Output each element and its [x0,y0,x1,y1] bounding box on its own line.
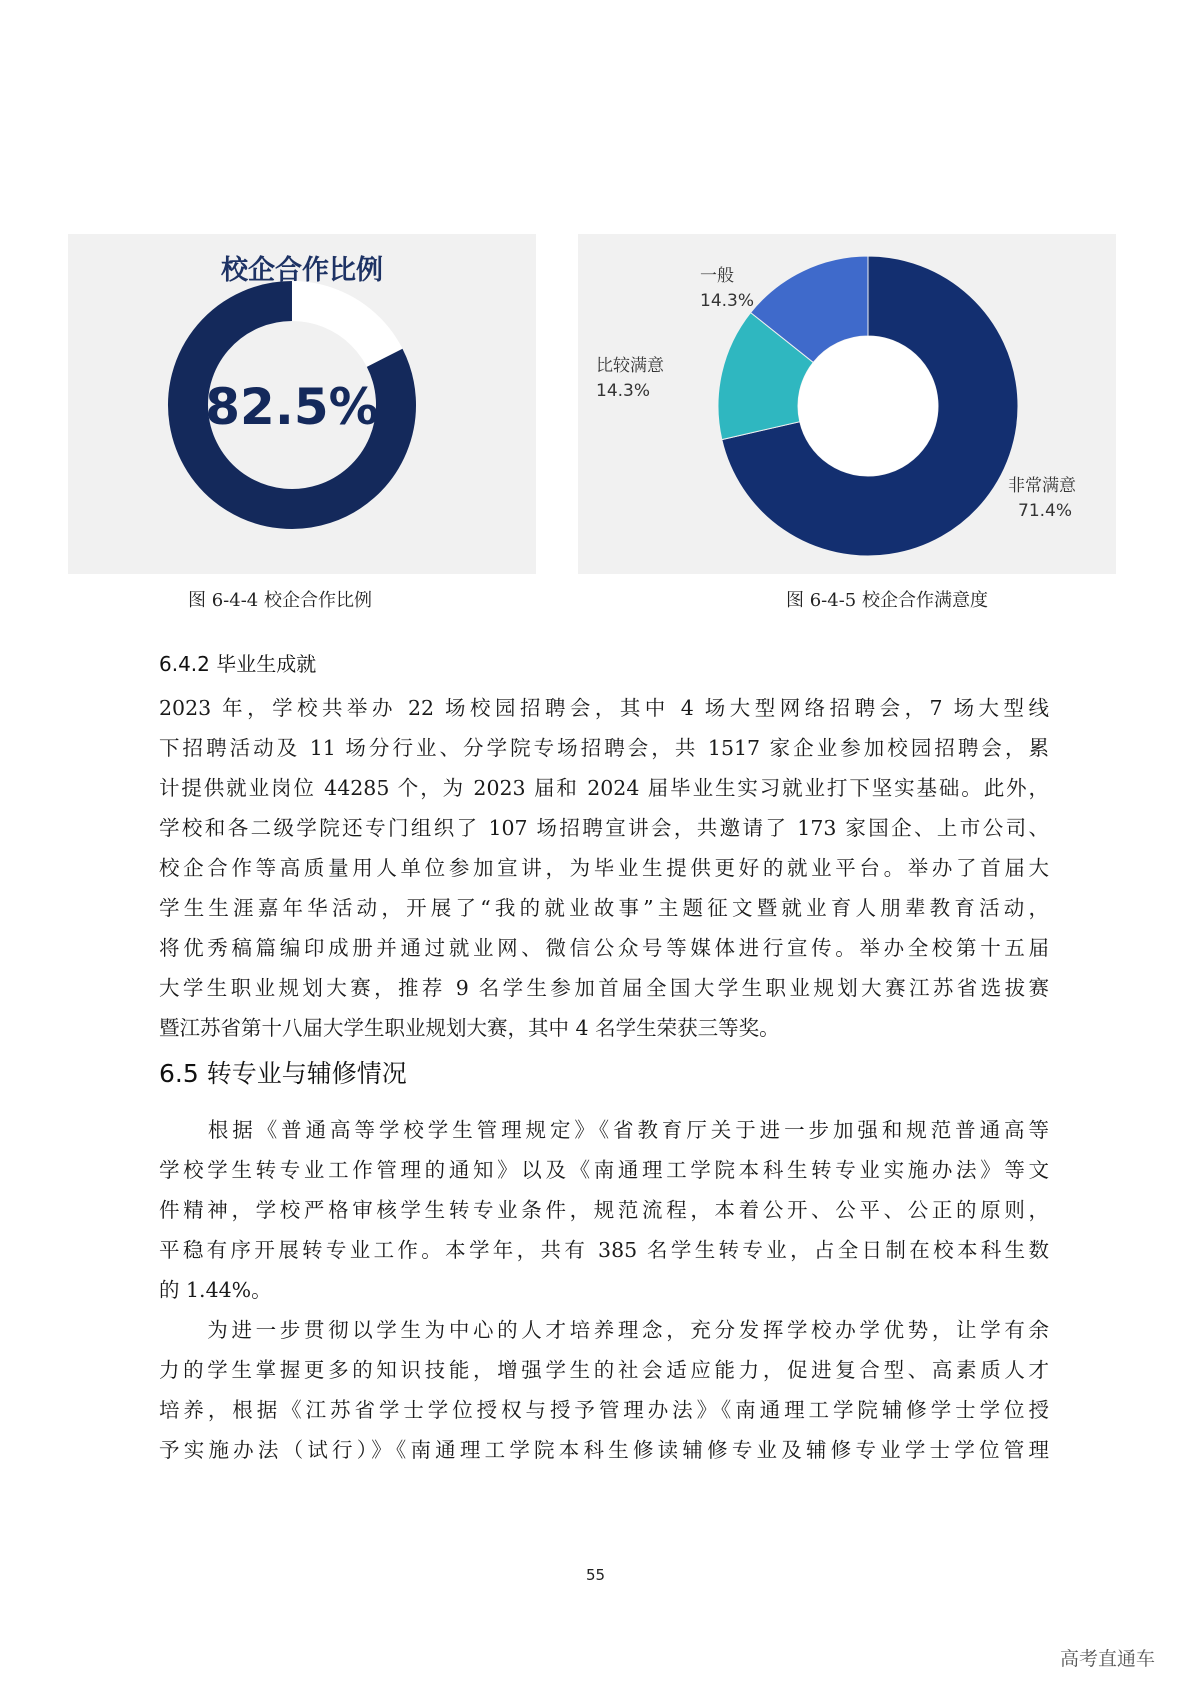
donut-chart-cooperation-ratio [68,234,536,574]
paragraph-line: 件精神，学校严格审核学生转专业条件，规范流程，本着公开、公平、公正的原则， [159,1198,1049,1222]
page-number: 55 [585,1566,606,1584]
slice-value-fairly-satisfied: 14.3% [596,381,651,401]
paragraph-line: 平稳有序开展转专业工作。本学年，共有 385 名学生转专业，占全日制在校本科生数 [159,1238,1049,1262]
section-heading-642: 6.4.2 毕业生成就 [159,652,317,676]
figure-cooperation-satisfaction [578,234,1116,574]
figure-caption-right: 图 6-4-5 校企合作满意度 [786,590,988,611]
paragraph-line: 暨江苏省第十八届大学生职业规划大赛，其中 4 名学生荣获三等奖。 [159,1016,780,1040]
paragraph-line: 为进一步贯彻以学生为中心的人才培养理念，充分发挥学校办学优势，让学有余 [159,1318,1049,1342]
paragraph-line: 计提供就业岗位 44285 个，为 2023 届和 2024 届毕业生实习就业打下坚实基础。此外， [159,776,1049,800]
chart-title-cooperation-ratio: 校企合作比例 [221,255,383,286]
paragraph-line: 学校学生转专业工作管理的通知》以及《南通理工学院本科生转专业实施办法》等文 [159,1158,1049,1182]
paragraph-line: 学校和各二级学院还专门组织了 107 场招聘宣讲会，共邀请了 173 家国企、上市公司、 [159,816,1049,840]
watermark-text: 高考直通车 [1059,1648,1155,1670]
paragraph-major-transfer [159,1110,1049,1310]
figure-cooperation-ratio [68,234,536,574]
paragraph-line: 培养，根据《江苏省学士学位授权与授予管理办法》《南通理工学院辅修学士学位授 [159,1398,1049,1422]
paragraph-line: 力的学生掌握更多的知识技能，增强学生的社会适应能力，促进复合型、高素质人才 [159,1358,1049,1382]
paragraph-line: 将优秀稿篇编印成册并通过就业网、微信公众号等媒体进行宣传。举办全校第十五届 [159,936,1049,960]
slice-value-very-satisfied: 71.4% [1018,501,1073,521]
donut-center-value: 82.5% [205,378,379,436]
slice-label-general [700,264,754,314]
slice-name-very-satisfied: 非常满意 [1008,476,1076,496]
paragraph-minor-program [159,1310,1049,1470]
slice-value-general: 14.3% [700,291,755,311]
paragraph-line: 根据《普通高等学校学生管理规定》《省教育厅关于进一步加强和规范普通高等 [159,1118,1049,1142]
slice-name-general: 一般 [700,266,734,286]
paragraph-line: 的 1.44%。 [159,1278,272,1302]
slice-label-very-satisfied [1008,474,1076,524]
figure-caption-left: 图 6-4-4 校企合作比例 [188,590,372,611]
paragraph-line: 下招聘活动及 11 场分行业、分学院专场招聘会，共 1517 家企业参加校园招聘会，累 [159,736,1049,760]
donut-hole [798,336,938,476]
paragraph-line: 予实施办法（试行）》《南通理工学院本科生修读辅修专业及辅修专业学士学位管理 [159,1438,1049,1462]
slice-label-fairly-satisfied [596,354,664,404]
slice-name-fairly-satisfied: 比较满意 [596,356,664,376]
section-heading-65: 6.5 转专业与辅修情况 [159,1059,407,1088]
paragraph-line: 校企合作等高质量用人单位参加宣讲，为毕业生提供更好的就业平台。举办了首届大 [159,856,1049,880]
paragraph-line: 2023 年，学校共举办 22 场校园招聘会，其中 4 场大型网络招聘会，7 场大型线 [159,696,1049,720]
paragraph-graduate-achievements [159,688,1049,1048]
paragraph-line: 学生生涯嘉年华活动，开展了“我的就业故事”主题征文暨就业育人朋辈教育活动， [159,896,1049,920]
paragraph-line: 大学生职业规划大赛，推荐 9 名学生参加首届全国大学生职业规划大赛江苏省选拔赛 [159,976,1049,1000]
